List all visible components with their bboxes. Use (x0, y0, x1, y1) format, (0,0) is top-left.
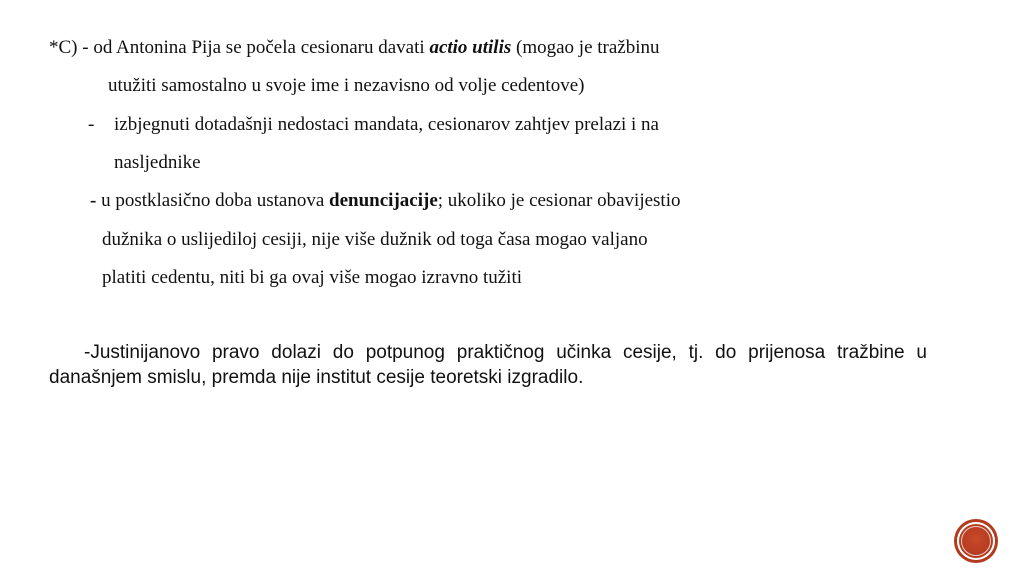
line5-emphasis: denuncijacije (329, 190, 438, 211)
bullet-dash: - (88, 114, 95, 135)
justinian-paragraph: -Justinijanovo pravo dolazi do potpunog praktičnog učinka cesije, tj. do prijenosa tražbine u današnjem smislu, premda nije institut cesije teoretski izgradilo. (49, 342, 927, 388)
bullet-denunciation (90, 189, 681, 213)
bullet-dash: - (90, 190, 97, 211)
line7-text: platiti cedentu, niti bi ga ovaj više mogao izravno tužiti (102, 267, 523, 288)
line1-suffix: (mogao je tražbinu (511, 37, 660, 58)
bullet-mandate-defects (88, 113, 659, 137)
paragraph-cessionary-actio-utilis (49, 36, 660, 60)
line5-prefix: u postklasično doba ustanova (96, 190, 330, 211)
line1-emphasis: actio utilis (429, 37, 512, 58)
line1-prefix: *C) - od Antonina Pija se počela cesionaru davati (49, 37, 430, 58)
slide-number-badge (957, 522, 995, 560)
line2-text: utužiti samostalno u svoje ime i nezavisno od volje cedentove) (108, 75, 585, 96)
line3-text: izbjegnuti dotadašnji nedostaci mandata, cesionarov zahtjev prelazi i na (114, 114, 659, 135)
line4-text: nasljednike (114, 152, 201, 173)
line5-suffix: ; ukoliko je cesionar obavijestio (437, 190, 681, 211)
line6-text: dužnika o uslijediloj cesiji, nije više dužnik od toga časa mogao valjano (102, 229, 648, 250)
